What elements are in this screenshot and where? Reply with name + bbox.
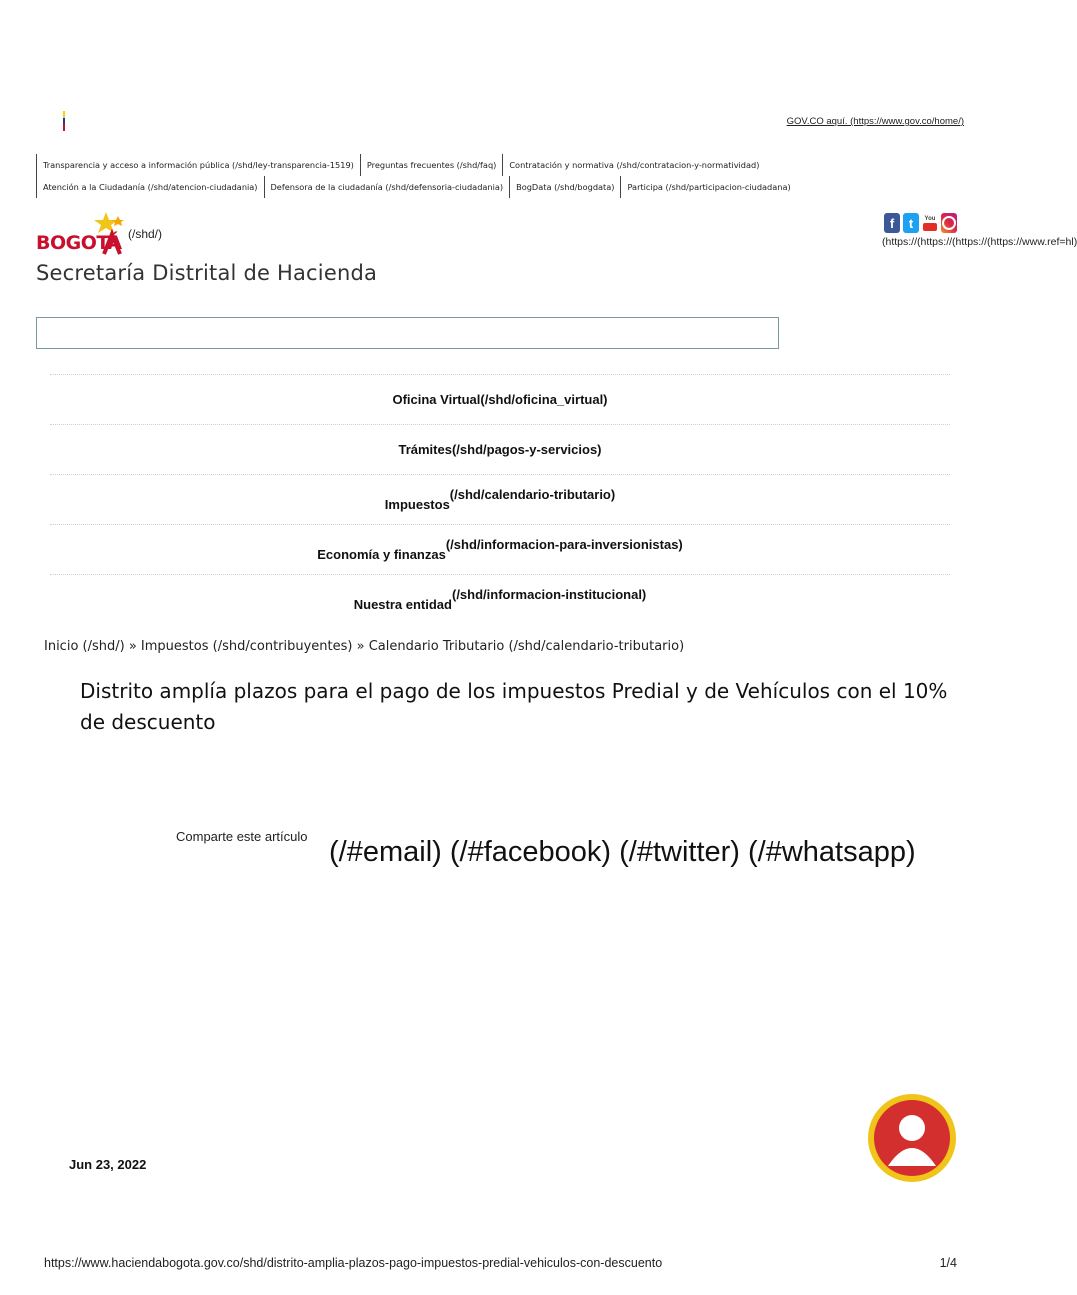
social-icons xyxy=(884,213,957,233)
home-link[interactable]: (/shd/) xyxy=(128,227,163,241)
menu-item-label: Trámites xyxy=(398,442,452,457)
menu-item-link: (/shd/informacion-para-inversionistas) xyxy=(445,537,683,552)
colombia-flag-icon xyxy=(63,111,65,131)
top-utility-links xyxy=(36,154,797,198)
breadcrumb[interactable]: Inicio (/shd/) » Impuestos (/shd/contribuyentes) » Calendario Tributario (/shd/calendario-tributario) xyxy=(44,639,685,654)
article-title: Distrito amplía plazos para el pago de los impuestos Predial y de Vehículos con el 10% de descuento xyxy=(80,679,948,734)
share-links[interactable]: (/#email) (/#facebook) (/#twitter) (/#whatsapp) xyxy=(329,836,916,868)
menu-item-label: Impuestos xyxy=(384,497,450,512)
user-icon xyxy=(874,1100,950,1176)
article-date: Jun 23, 2022 xyxy=(69,1157,147,1172)
menu-item-virtual-office[interactable] xyxy=(50,374,950,424)
menu-item-procedures[interactable] xyxy=(50,424,950,474)
menu-item-taxes[interactable] xyxy=(50,474,950,524)
print-url: https://www.haciendabogota.gov.co/shd/distrito-amplia-plazos-pago-impuestos-predial-vehiculos-con-descuento xyxy=(44,1256,663,1270)
menu-item-label: Nuestra entidad xyxy=(353,597,452,612)
top-link-citizen-service[interactable]: Atención a la Ciudadanía (/shd/atencion-ciudadania) xyxy=(36,176,264,198)
department-name: Secretaría Distrital de Hacienda xyxy=(36,261,378,285)
bogota-logo[interactable] xyxy=(34,210,126,263)
top-link-bogdata[interactable]: BogData (/shd/bogdata) xyxy=(509,176,620,198)
menu-item-link: (/shd/informacion-institucional) xyxy=(451,587,647,602)
govco-link[interactable]: GOV.CO aquí. (https://www.gov.co/home/) xyxy=(786,116,964,127)
menu-item-link: (/shd/oficina_virtual) xyxy=(480,392,608,407)
social-links-text[interactable]: (https://(https://(https://(https://www.ref=hl) xyxy=(882,236,1077,248)
print-page-number: 1/4 xyxy=(939,1256,957,1270)
menu-item-our-entity[interactable] xyxy=(50,574,950,624)
youtube-icon[interactable]: You xyxy=(922,213,938,233)
instagram-icon[interactable] xyxy=(941,213,957,233)
chat-avatar-button[interactable] xyxy=(868,1094,956,1182)
top-link-faq[interactable]: Preguntas frecuentes (/shd/faq) xyxy=(360,154,502,176)
share-label: Comparte este artículo xyxy=(176,829,308,844)
menu-item-economy-finance[interactable] xyxy=(50,524,950,574)
twitter-icon[interactable]: t xyxy=(903,213,919,233)
facebook-icon[interactable]: f xyxy=(884,213,900,233)
menu-item-label: Oficina Virtual xyxy=(392,392,481,407)
menu-item-link: (/shd/calendario-tributario) xyxy=(449,487,616,502)
print-footer xyxy=(44,1256,957,1270)
top-link-participate[interactable]: Participa (/shd/participacion-ciudadana) xyxy=(620,176,796,198)
top-link-transparency[interactable]: Transparencia y acceso a información pública (/shd/ley-transparencia-1519) xyxy=(36,154,360,176)
menu-item-link: (/shd/pagos-y-servicios) xyxy=(451,442,602,457)
top-link-contracting[interactable]: Contratación y normativa (/shd/contratacion-y-normatividad) xyxy=(502,154,765,176)
search-input[interactable] xyxy=(36,317,779,349)
top-link-ombudsman[interactable]: Defensora de la ciudadanía (/shd/defensoria-ciudadania) xyxy=(264,176,510,198)
logo-text: BOGOTÁ xyxy=(36,232,122,254)
menu-item-label: Economía y finanzas xyxy=(317,547,446,562)
main-menu xyxy=(50,374,950,624)
